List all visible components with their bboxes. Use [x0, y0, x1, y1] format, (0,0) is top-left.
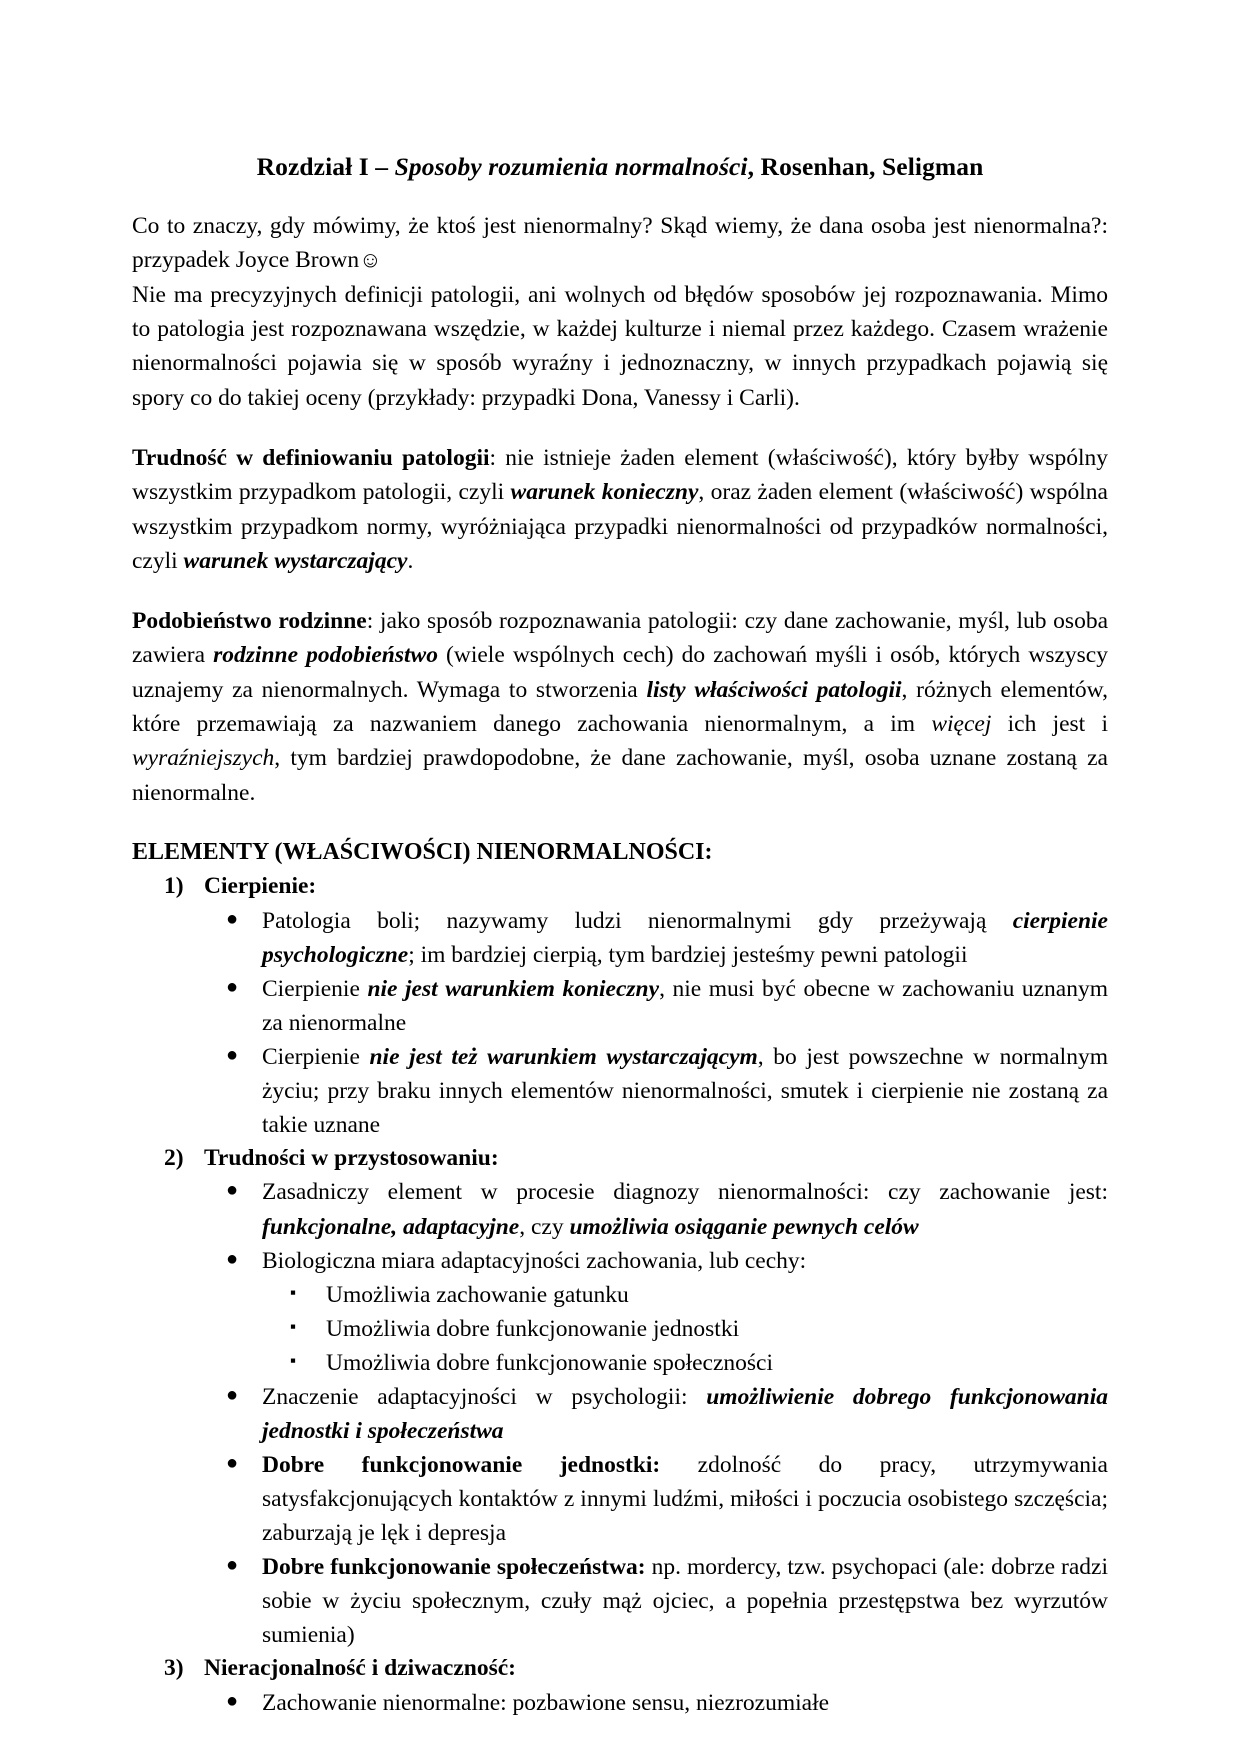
list-item: [204, 1448, 1108, 1550]
round-bullet-icon: ●: [226, 1383, 239, 1406]
bullet-list: [204, 1175, 1108, 1652]
list-item-label: Cierpienie:: [204, 873, 317, 900]
bullet-emphasis-1: nie jest warunkiem konieczny: [367, 975, 660, 1002]
trudnosc-text-1: : nie istnieje żaden element (właściwość), który byłby wspólny wszystkim przypadkom patologii, czyli: [132, 444, 1108, 506]
bullet-text-2: , bo jest powszechne w normalnym życiu; przy braku innych elementów nienormalności, smutek i cierpienie nie zostaną za takie uznane: [262, 1043, 1108, 1139]
page-title: [132, 150, 1108, 183]
smiley-icon: ☺: [359, 247, 382, 273]
list-item: [132, 1142, 1108, 1652]
list-item: [204, 1244, 1108, 1380]
list-item-label: Nieracjonalność i dziwaczność:: [204, 1655, 516, 1682]
podobienstwo-text-2: (wiele wspólnych cech) do zachowań myśli i osób, których wszyscy uznajemy za nienormalnych. Wymaga to stworzenia: [132, 642, 1108, 703]
list-item: [204, 904, 1108, 972]
list-item: [262, 1278, 1108, 1312]
podobienstwo-emphasis-1: rodzinne podobieństwo: [213, 642, 438, 669]
paragraph-podobienstwo: [132, 604, 1108, 810]
round-bullet-icon: ●: [226, 1689, 239, 1712]
podobienstwo-text-3: , różnych elementów, które przemawiają za nazwaniem danego zachowania nienormalnym, a im: [132, 676, 1108, 737]
trudnosc-emphasis-1: warunek konieczny: [510, 479, 699, 506]
bullet-bold-lead: Dobre funkcjonowanie jednostki:: [262, 1451, 661, 1478]
round-bullet-icon: ●: [226, 975, 239, 998]
elements-numbered-list: [132, 870, 1108, 1719]
bullet-list: [204, 904, 1108, 1142]
bullet-text-2: ; im bardziej cierpią, tym bardziej jesteśmy pewni patologii: [408, 941, 968, 968]
trudnosc-text-3: .: [407, 547, 414, 574]
bullet-text-2: np. mordercy, tzw. psychopaci (ale: dobrze radzi sobie w życiu społecznym, czuły mąż ojciec, a popełnia przestępstwa bez wyrzutów sumienia): [262, 1554, 1108, 1649]
list-item: [132, 1652, 1108, 1719]
bullet-emphasis-1: funkcjonalne, adaptacyjne: [262, 1213, 520, 1240]
round-bullet-icon: ●: [226, 1043, 239, 1066]
list-item: [204, 1380, 1108, 1448]
round-bullet-icon: ●: [226, 1247, 239, 1270]
sub-bullet-text: Umożliwia dobre funkcjonowanie jednostki: [326, 1315, 740, 1342]
podobienstwo-text-5: , tym bardziej prawdopodobne, że dane zachowanie, myśl, osoba uznane zostaną za nienormalne.: [132, 745, 1108, 806]
paragraph-intro-2: Nie ma precyzyjnych definicji patologii, ani wolnych od błędów sposobów jej rozpoznawania. Mimo to patologia jest rozpoznawana wszędzie, w każdej kulturze i niemal przez każdego. Czasem wrażenie nienormalności pojawia się w sposób wyraźny i jednoznaczny, w innych przypadkach pojawią się spory co do takiej oceny (przykłady: przypadki Dona, Vanessy i Carli).: [132, 281, 1108, 411]
bullet-emphasis-1: nie jest też warunkiem wystarczającym: [369, 1043, 758, 1070]
bullet-emphasis-2: umożliwia osiąganie pewnych celów: [569, 1213, 919, 1240]
list-item: [262, 1346, 1108, 1380]
podobienstwo-emphasis-4: wyraźniejszych: [132, 745, 275, 772]
square-bullet-icon: ▪: [290, 1282, 297, 1302]
bullet-text-1: Biologiczna miara adaptacyjności zachowania, lub cechy:: [262, 1247, 807, 1274]
trudnosc-label: Trudność w definiowaniu patologii: [132, 444, 490, 471]
podobienstwo-text-4: ich jest i: [991, 711, 1108, 737]
round-bullet-icon: ●: [226, 1554, 239, 1577]
square-bullet-icon: ▪: [290, 1316, 297, 1336]
bullet-list: [204, 1686, 1108, 1720]
list-item-label: Trudności w przystosowaniu:: [204, 1145, 499, 1172]
list-item: [204, 1040, 1108, 1142]
bullet-text-2: , nie musi być obecne w zachowaniu uznanym za nienormalne: [262, 975, 1109, 1036]
paragraph-trudnosc: [132, 441, 1108, 578]
bullet-text-1: Cierpienie: [262, 975, 368, 1002]
list-item: [204, 1175, 1108, 1243]
intro-text-1: Co to znaczy, gdy mówimy, że ktoś jest nienormalny? Skąd wiemy, że dana osoba jest nienormalna?: przypadek Joyce Brown: [132, 213, 1108, 274]
sub-bullet-text: Umożliwia zachowanie gatunku: [326, 1281, 629, 1308]
bullet-emphasis-1: umożliwienie dobrego funkcjonowania jednostki i społeczeństwa: [262, 1383, 1108, 1444]
bullet-emphasis-1: cierpienie psychologiczne: [262, 907, 1108, 968]
title-suffix: , Rosenhan, Seligman: [747, 152, 984, 181]
elements-heading: ELEMENTY (WŁAŚCIWOŚCI) NIENORMALNOŚCI:: [132, 838, 713, 865]
list-number: 2): [164, 1145, 184, 1172]
paragraph-intro-1: [132, 209, 1108, 278]
bullet-text-2: zdolność do pracy, utrzymywania satysfakcjonujących kontaktów z innymi ludźmi, miłości i poczucia osobistego szczęścia; zaburzają je lęk i depresja: [262, 1451, 1108, 1547]
title-italic-part: Sposoby rozumienia normalności: [394, 152, 748, 181]
bullet-text-1: Zachowanie nienormalne: pozbawione sensu, niezrozumiałe: [262, 1689, 830, 1716]
list-item: [132, 870, 1108, 1142]
list-item: [204, 972, 1108, 1040]
podobienstwo-label: Podobieństwo rodzinne: [132, 608, 367, 635]
bullet-text-1: Znaczenie adaptacyjności w psychologii:: [262, 1383, 707, 1410]
list-item: [204, 1550, 1108, 1652]
bullet-bold-lead: Dobre funkcjonowanie społeczeństwa:: [262, 1554, 646, 1581]
podobienstwo-emphasis-3: więcej: [931, 711, 992, 737]
square-bullet-icon: ▪: [290, 1350, 297, 1370]
sub-bullet-list: [262, 1278, 1108, 1380]
bullet-text-1: Cierpienie: [262, 1043, 370, 1070]
round-bullet-icon: ●: [226, 1451, 239, 1474]
trudnosc-emphasis-2: warunek wystarczający: [183, 547, 408, 574]
list-number: 1): [164, 873, 184, 900]
round-bullet-icon: ●: [226, 907, 239, 930]
list-item: [262, 1312, 1108, 1346]
bullet-text-1: Zasadniczy element w procesie diagnozy nienormalności: czy zachowanie jest:: [262, 1179, 1108, 1206]
round-bullet-icon: ●: [226, 1179, 239, 1202]
podobienstwo-text-1: : jako sposób rozpoznawania patologii: czy dane zachowanie, myśl, lub osoba zawiera: [132, 608, 1109, 669]
list-item: [204, 1686, 1108, 1720]
podobienstwo-emphasis-2: listy właściwości patologii: [646, 676, 902, 703]
list-number: 3): [164, 1655, 184, 1682]
title-prefix: Rozdział I –: [256, 152, 395, 181]
sub-bullet-text: Umożliwia dobre funkcjonowanie społeczności: [326, 1349, 774, 1376]
bullet-text-2: , czy: [519, 1213, 570, 1240]
trudnosc-text-2: , oraz żaden element (właściwość) wspólna wszystkim przypadkom normy, wyróżniająca przypadki nienormalności od przypadków normalności, czyli: [132, 479, 1108, 574]
bullet-text-1: Patologia boli; nazywamy ludzi nienormalnymi gdy przeżywają: [262, 907, 1013, 934]
